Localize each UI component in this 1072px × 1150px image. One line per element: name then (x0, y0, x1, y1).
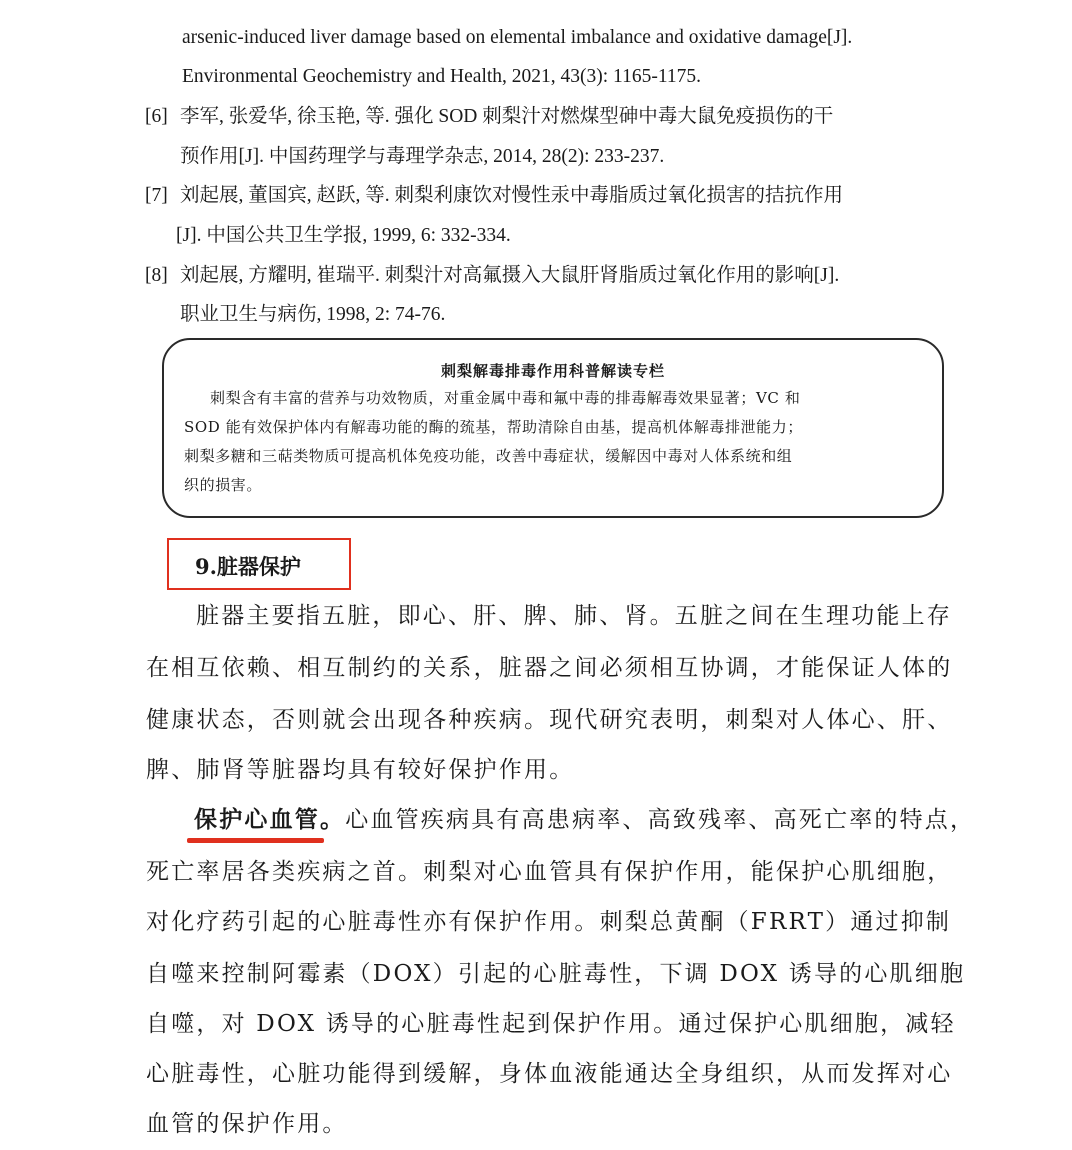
ref5-line-2: Environmental Geochemistry and Health, 2021, 43(3): 1165-1175. (182, 66, 701, 87)
ref8-line-2: 职业卫生与病伤, 1998, 2: 74-76. (180, 304, 446, 325)
column-line-2: SOD 能有效保护体内有解毒功能的酶的巯基，帮助清除自由基，提高机体解毒排泄能力； (184, 418, 803, 436)
column-line-4: 织的损害。 (184, 476, 263, 494)
ref5-line-1: arsenic-induced liver damage based on elemental imbalance and oxidative damage[J]. (182, 27, 853, 48)
para2-line-2: 死亡率居各类疾病之首。刺梨对心血管具有保护作用，能保护心肌细胞， (146, 859, 953, 885)
section-heading-frame (167, 538, 351, 590)
para1-line-1: 脏器主要指五脏，即心、肝、脾、肺、肾。五脏之间在生理功能上存 (196, 603, 952, 629)
para2-line-4: 自噬来控制阿霉素（DOX）引起的心脏毒性，下调 DOX 诱导的心肌细胞 (146, 961, 966, 987)
ref7-number: [7] (145, 185, 168, 206)
ref8-number: [8] (145, 265, 168, 286)
para2-line-6: 心脏毒性，心脏功能得到缓解，身体血液能通达全身组织，从而发挥对心 (146, 1061, 953, 1087)
para1-line-4: 脾、肺肾等脏器均具有较好保护作用。 (146, 757, 575, 783)
red-underline-mark (187, 838, 324, 843)
ref7-line-1: 刘起展, 董国宾, 赵跃, 等. 刺梨利康饮对慢性汞中毒脂质过氧化损害的拮抗作用 (180, 185, 844, 206)
para2-line-7: 血管的保护作用。 (146, 1111, 348, 1137)
column-line-1: 刺梨含有丰富的营养与功效物质，对重金属中毒和氟中毒的排毒解毒效果显著；VC 和 (210, 389, 801, 407)
science-column-box (162, 338, 944, 518)
ref6-number: [6] (145, 106, 168, 127)
para1-line-3: 健康状态，否则就会出现各种疾病。现代研究表明，刺梨对人体心、肝、 (146, 707, 953, 733)
column-title: 刺梨解毒排毒作用科普解读专栏 (440, 362, 665, 380)
ref7-line-2: [J]. 中国公共卫生学报, 1999, 6: 332-334. (176, 225, 511, 246)
para2-line-3: 对化疗药引起的心脏毒性亦有保护作用。刺梨总黄酮（FRRT）通过抑制 (146, 909, 952, 935)
ref6-line-2: 预作用[J]. 中国药理学与毒理学杂志, 2014, 28(2): 233-237. (180, 146, 665, 167)
para2-line-1-rest: 心血管疾病具有高患病率、高致残率、高死亡率的特点， (345, 807, 976, 833)
column-line-3: 刺梨多糖和三萜类物质可提高机体免疫功能，改善中毒症状，缓解因中毒对人体系统和组 (184, 447, 793, 465)
ref6-line-1: 李军, 张爱华, 徐玉艳, 等. 强化 SOD 刺梨汁对燃煤型砷中毒大鼠免疫损伤的干 (180, 106, 834, 127)
para1-line-2: 在相互依赖、相互制约的关系，脏器之间必须相互协调，才能保证人体的 (146, 655, 953, 681)
ref8-line-1: 刘起展, 方耀明, 崔瑞平. 刺梨汁对高氟摄入大鼠肝肾脂质过氧化作用的影响[J]. (180, 265, 840, 286)
cardio-highlight: 保护心血管。 (194, 806, 346, 833)
para2-line-5: 自噬，对 DOX 诱导的心脏毒性起到保护作用。通过保护心肌细胞，减轻 (146, 1011, 956, 1037)
section-heading: 9.脏器保护 (195, 554, 301, 579)
para2-line-1 (194, 805, 975, 835)
